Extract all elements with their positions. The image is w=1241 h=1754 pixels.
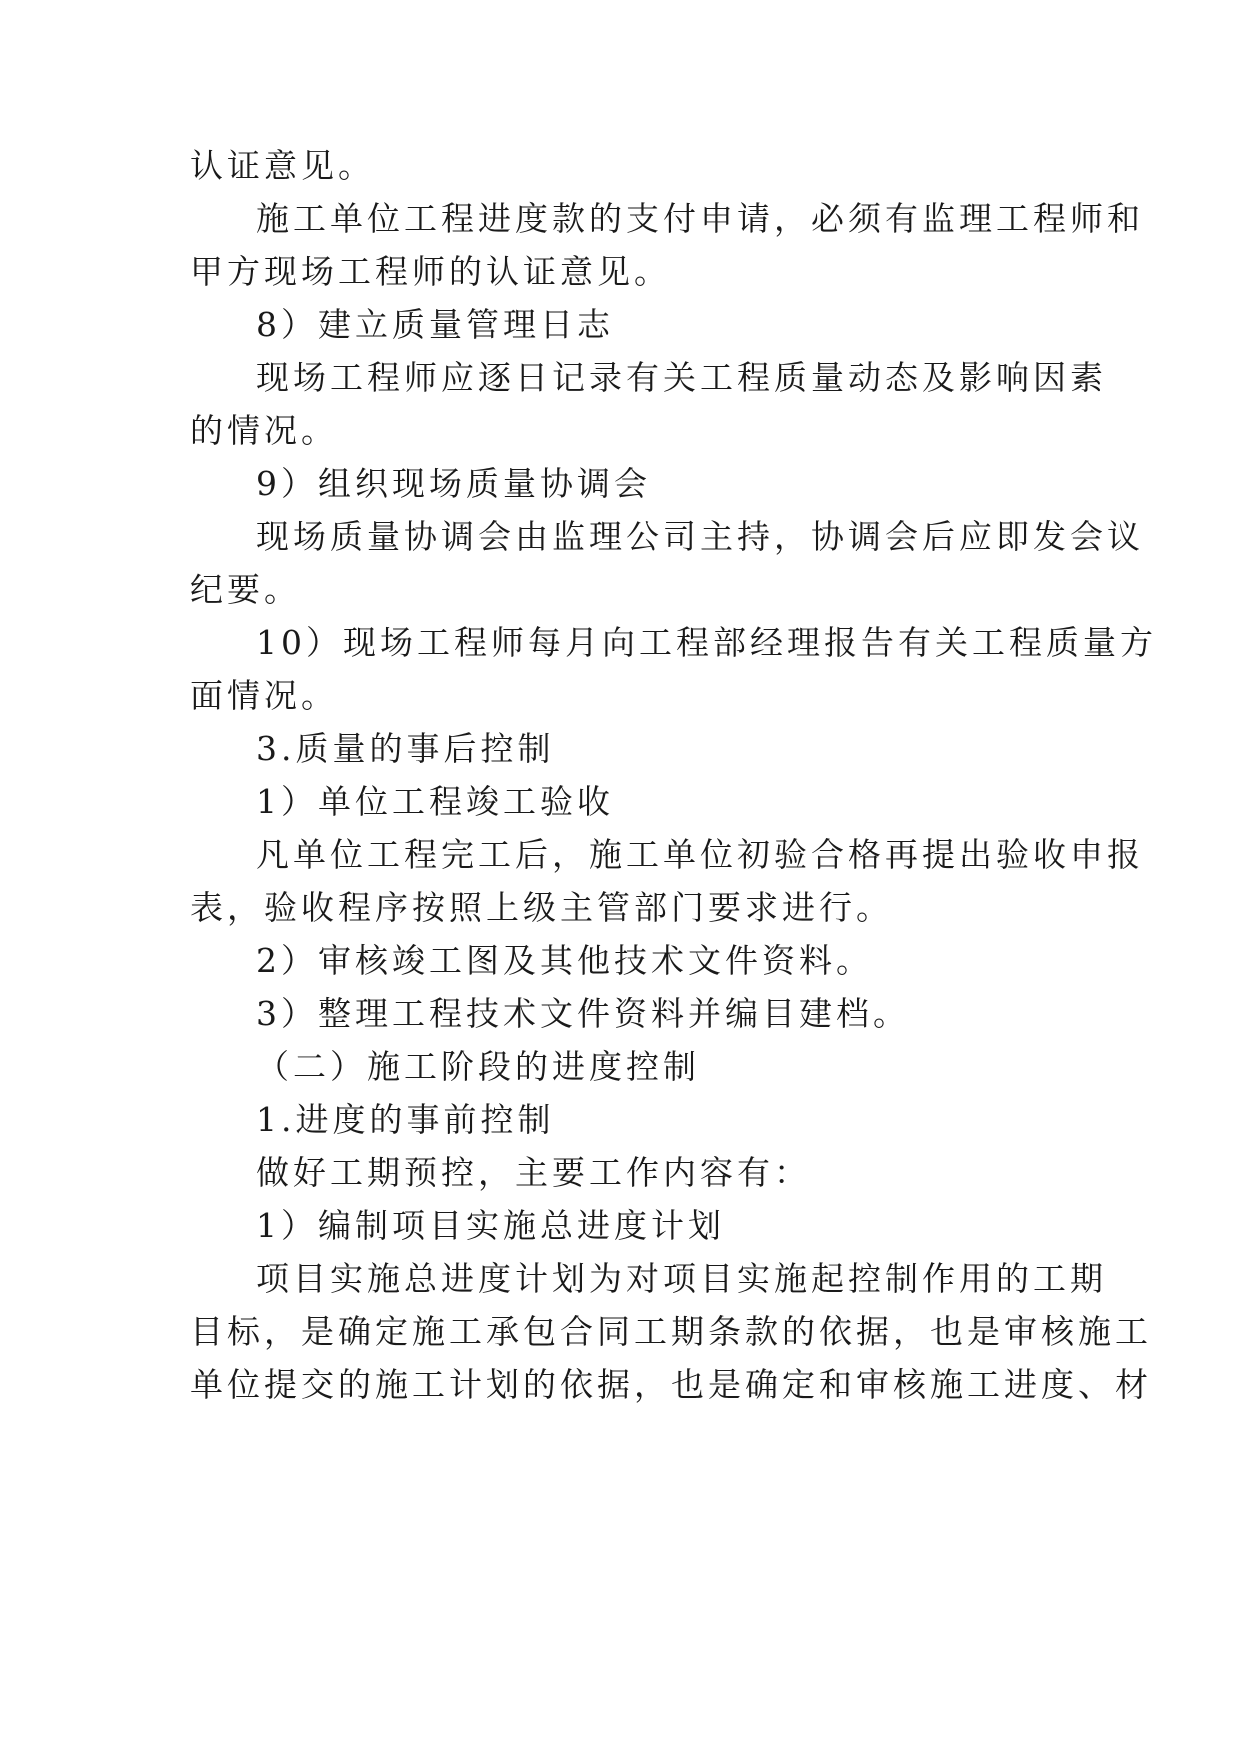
text-line: 施工单位工程进度款的支付申请，必须有监理工程师和 xyxy=(256,199,1144,238)
text-line: 凡单位工程完工后，施工单位初验合格再提出验收申报 xyxy=(256,835,1144,874)
text-line: 表，验收程序按照上级主管部门要求进行。 xyxy=(190,888,893,927)
text-line: 1.进度的事前控制 xyxy=(256,1100,555,1139)
text-line: 甲方现场工程师的认证意见。 xyxy=(190,252,671,291)
text-line: （二）施工阶段的进度控制 xyxy=(256,1047,700,1086)
text-line: 9）组织现场质量协调会 xyxy=(256,464,651,503)
text-line: 认证意见。 xyxy=(190,146,375,185)
text-line: 2）审核竣工图及其他技术文件资料。 xyxy=(256,941,873,980)
text-line: 单位提交的施工计划的依据，也是确定和审核施工进度、材 xyxy=(190,1365,1152,1404)
text-line: 8）建立质量管理日志 xyxy=(256,305,614,344)
text-line: 10）现场工程师每月向工程部经理报告有关工程质量方 xyxy=(256,623,1157,662)
text-line: 面情况。 xyxy=(190,676,338,715)
text-line: 1）编制项目实施总进度计划 xyxy=(256,1206,725,1245)
text-line: 现场工程师应逐日记录有关工程质量动态及影响因素 xyxy=(256,358,1107,397)
text-line: 做好工期预控，主要工作内容有： xyxy=(256,1153,811,1192)
text-line: 目标，是确定施工承包合同工期条款的依据，也是审核施工 xyxy=(190,1312,1152,1351)
text-line: 的情况。 xyxy=(190,411,338,450)
text-line: 项目实施总进度计划为对项目实施起控制作用的工期 xyxy=(256,1259,1107,1298)
text-line: 3）整理工程技术文件资料并编目建档。 xyxy=(256,994,910,1033)
text-line: 1）单位工程竣工验收 xyxy=(256,782,614,821)
text-line: 纪要。 xyxy=(190,570,301,609)
text-line: 3.质量的事后控制 xyxy=(256,729,555,768)
text-line: 现场质量协调会由监理公司主持，协调会后应即发会议 xyxy=(256,517,1144,556)
